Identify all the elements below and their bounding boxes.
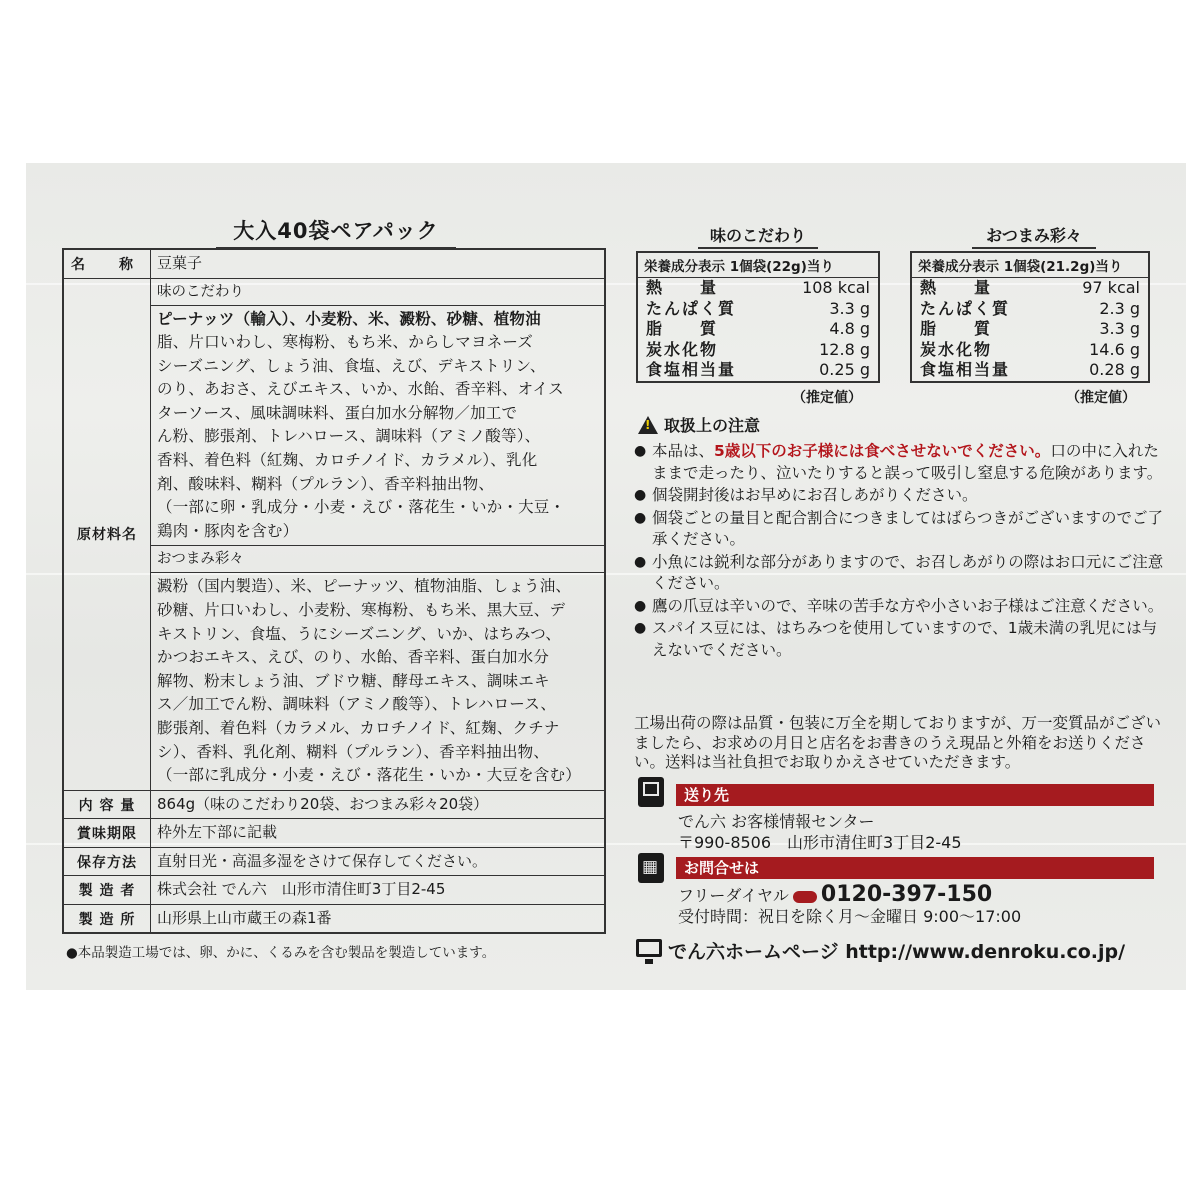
factory-value: 山形県上山市蔵王の森1番 (157, 908, 332, 927)
caution-note: ● 個袋開封後はお早めにお召しあがりください。 (634, 486, 978, 504)
nutrition2-header: 栄養成分表示 1個袋(21.2g)当り (912, 253, 1148, 278)
product2-ingredients (151, 573, 604, 789)
ingredient-line: 脂、片口いわし、寒梅粉、もち米、からしマヨネーズ (157, 333, 534, 352)
product1-ingredients (151, 306, 604, 547)
caution-note: ● スパイス豆には、はちみつを使用していますので、1歳未満の乳児には与えないでください。 (634, 619, 1158, 659)
document-icon (638, 777, 664, 807)
ingredient-line: ピーナッツ（輸入）、小麦粉、米、澱粉、砂糖、植物油 (157, 309, 541, 328)
caution-note: ● 個袋ごとの量目と配合割合につきましてはばらつきがございますのでご了承ください。 (634, 508, 1164, 548)
product1-name: 味のこだわり (151, 279, 604, 306)
factory-label: 製 造 所 (64, 905, 151, 933)
fax-icon (638, 853, 664, 883)
free-dial-line (678, 882, 993, 907)
send-name: でん六 お客様情報センター (678, 812, 875, 831)
reception-hours: 受付時間：祝日を除く月〜金曜日 9:00〜17:00 (678, 907, 1022, 926)
ingredients-label: 原材料名 (64, 279, 151, 790)
nutrition-row: たんぱく質 3.3 g (646, 298, 870, 318)
phone-number[interactable]: 0120-397-150 (820, 882, 993, 907)
caution-note: ● 本品は、5歳以下のお子様には食べさせないでください。口の中に入れたままで走ったり、泣いたりすると誤って吸引し窒息する危険があります。 (634, 442, 1163, 482)
manufacturer-value: 株式会社 でん六 山形市清住町3丁目2-45 (157, 880, 446, 899)
free-dial-label: フリーダイヤル (678, 886, 789, 905)
nutrition-row: 食塩相当量 0.25 g (646, 360, 870, 379)
warning-icon (638, 416, 658, 434)
ingredient-line: のり、あおさ、えびエキス、いか、水飴、香辛料、オイス (157, 380, 564, 399)
caution-note: ● 鷹の爪豆は辛いので、辛味の苦手な方や小さいお子様はご注意ください。 (634, 596, 1164, 615)
ingredient-line: （一部に乳成分・小麦・えび・落花生・いか・大豆を含む） (157, 766, 581, 785)
nutrition-row: たんぱく質 2.3 g (920, 298, 1140, 318)
nutrition1-title: 味のこだわり (698, 223, 818, 249)
send-address: 〒990-8506 山形市清住町3丁目2-45 (678, 833, 962, 852)
name-value: 豆菓子 (157, 254, 203, 272)
content-amount-label: 内 容 量 (64, 791, 151, 819)
free-dial-icon (793, 891, 817, 903)
ingredient-line: ス／加工でん粉、調味料（アミノ酸等）、トレハロース、 (157, 695, 557, 714)
nutrition-row: 炭水化物 12.8 g (646, 339, 870, 359)
caution-note: ● 小魚には鋭利な部分がありますので、お召しあがりの際はお口元にご注意ください。 (634, 552, 1164, 592)
send-to-bar: 送り先 (676, 784, 1154, 806)
factory-notice: 工場出荷の際は品質・包装に万全を期しておりますが、万一変質品がございましたら、お求めの月日と店名をお書きのうえ現品と外箱をお送りください。送料は当社負担でお取りかえさせていただきます。 (634, 714, 1162, 771)
ingredient-line: 膨張剤、着色料（カラメル、カロチノイド、紅麹、クチナ (157, 719, 560, 737)
product2-name: おつまみ彩々 (151, 546, 604, 573)
allergen-footnote: ●本品製造工場では、卵、かに、くるみを含む製品を製造しています。 (66, 945, 496, 961)
nutrition1-header: 栄養成分表示 1個袋(22g)当り (638, 253, 878, 278)
nutrition-row: 熱 量 108 kcal (646, 278, 870, 297)
nutrition-row: 熱 量 97 kcal (920, 278, 1140, 297)
pack-title: 大入40袋ペアパック (216, 215, 456, 249)
product-label (26, 163, 1186, 990)
row-manufacturer (64, 876, 604, 905)
row-name (64, 250, 604, 279)
nutrition-row: 脂 質 4.8 g (646, 319, 870, 338)
ingredient-line: 澱粉（国内製造）、米、ピーナッツ、植物油脂、しょう油、 (157, 577, 572, 596)
best-before-label: 賞味期限 (64, 819, 151, 847)
nutrition2-title: おつまみ彩々 (972, 223, 1096, 249)
nutrition2-table (910, 251, 1150, 383)
ingredient-line: シ）、香料、乳化剤、糊料（プルラン）、香辛料抽出物、 (157, 742, 550, 761)
homepage-link[interactable]: でん六ホームページ http://www.denroku.co.jp/ (668, 941, 1126, 963)
nutrition-row: 脂 質 3.3 g (920, 319, 1140, 338)
row-content-amount (64, 791, 604, 820)
row-factory (64, 905, 604, 933)
ingredient-line: 鶏肉・豚肉を含む） (157, 521, 299, 540)
content-amount-value: 864g（味のこだわり20袋、おつまみ彩々20袋） (157, 794, 489, 813)
ingredient-line: 香料、着色料（紅麹、カロチノイド、カラメル）、乳化 (157, 451, 538, 470)
storage-label: 保存方法 (64, 848, 151, 876)
storage-value: 直射日光・高温多湿をさけて保存してください。 (157, 851, 488, 870)
ingredient-line: ターソース、風味調味料、蛋白加水分解物／加工で (157, 403, 518, 422)
ingredient-line: （一部に卵・乳成分・小麦・えび・落花生・いか・大豆・ (157, 498, 566, 517)
nutrition-row: 炭水化物 14.6 g (920, 339, 1140, 359)
nutrition2-estimate: （推定値） (1066, 390, 1136, 406)
ingredient-line: 砂糖、片口いわし、小麦粉、寒梅粉、もち米、黒大豆、デ (157, 601, 566, 620)
name-label: 名 称 (64, 250, 151, 278)
ingredient-line: 剤、酸味料、糊料（プルラン）、香辛料抽出物、 (157, 474, 495, 493)
ingredient-line: ん粉、膨張剤、トレハロース、調味料（アミノ酸等）、 (157, 427, 541, 446)
computer-icon (636, 939, 662, 957)
ingredient-line: キストリン、食塩、うにシーズニング、いか、はちみつ、 (157, 624, 562, 643)
nutrition1-estimate: （推定値） (792, 390, 862, 406)
best-before-value: 枠外左下部に記載 (157, 823, 278, 842)
ingredient-line: 解物、粉末しょう油、ブドウ糖、酵母エキス、調味エキ (157, 671, 550, 690)
nutrition-row: 食塩相当量 0.28 g (920, 360, 1140, 379)
caution-heading: ! 取扱上の注意 (638, 413, 760, 436)
manufacturer-label: 製 造 者 (64, 876, 151, 904)
inquiry-bar: お問合せは (676, 857, 1154, 879)
product-info-table (62, 248, 606, 934)
row-best-before (64, 819, 604, 848)
row-storage (64, 848, 604, 877)
ingredient-line: かつおエキス、えび、のり、水飴、香辛料、蛋白加水分 (157, 648, 550, 667)
ingredient-line: シーズニング、しょう油、食塩、えび、デキストリン、 (157, 356, 546, 375)
caution-notes (634, 441, 1164, 662)
nutrition1-table (636, 251, 880, 383)
row-ingredients (64, 279, 604, 791)
